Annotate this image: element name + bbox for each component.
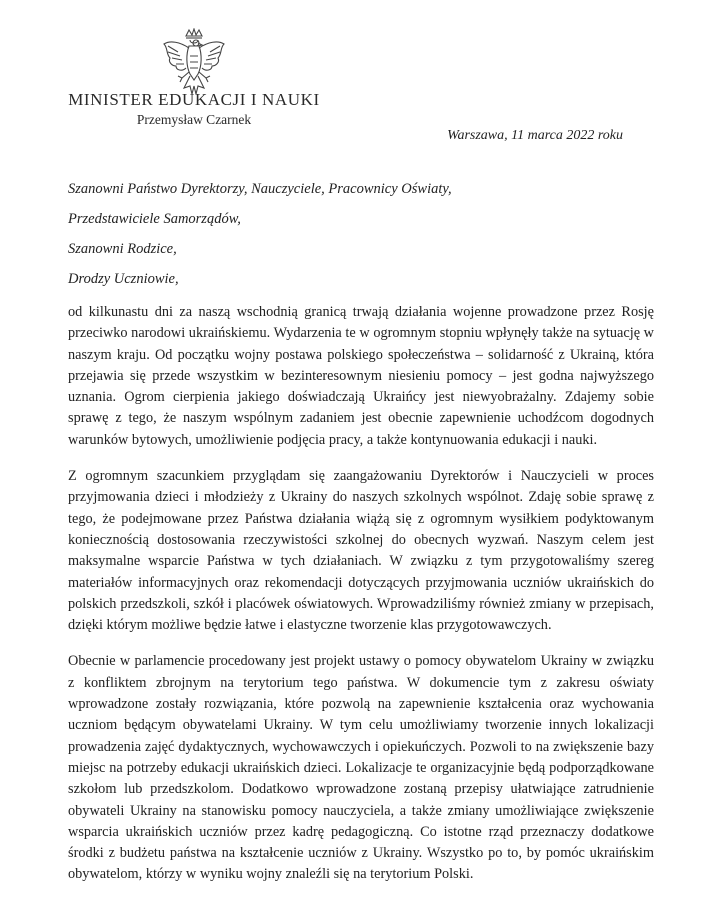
salutation-line: Przedstawiciele Samorządów, — [68, 211, 241, 227]
letter-body — [68, 302, 654, 901]
body-paragraph: od kilkunastu dni za naszą wschodnią granicą trwają działania wojenne prowadzone przez Rosję przeciwko narodowi ukraińskiemu. Wydarzenia te w ogromnym stopniu wpłynęły także na sytuację w naszym kraju. Od początku wojny postawa polskiego społeczeństwa – solidarność z Ukrainą, która przejawia się przede wszystkim w bezinteresownym niesieniu pomocy – jest godna najwyższego uznania. Ogrom cierpienia jakiego doświadczają Ukraińcy jest niewyobrażalny. Zdajemy sobie sprawę z tego, że naszym wspólnym zadaniem jest obecnie zapewnienie uchodźcom dogodnych warunków bytowych, umożliwienie podjęcia pracy, a także kontynuowania edukacji i nauki. — [68, 304, 654, 448]
letter-date: Warszawa, 11 marca 2022 roku — [447, 128, 623, 143]
salutation-line: Szanowni Rodzice, — [68, 241, 177, 257]
salutation-line: Szanowni Państwo Dyrektorzy, Nauczyciele, Pracownicy Oświaty, — [68, 181, 452, 197]
minister-name: Przemysław Czarnek — [136, 112, 252, 127]
salutation-line: Drodzy Uczniowie, — [68, 271, 179, 287]
body-paragraph: Obecnie w parlamencie procedowany jest projekt ustawy o pomocy obywatelom Ukrainy w związku z konfliktem zbrojnym na terytorium tego państwa. W dokumencie tym z zakresu oświaty wprowadzone zostały rozwiązania, które pozwolą na zapewnienie kształcenia oraz wychowania uczniom będącym obywatelami Ukrainy. W tym celu umożliwiamy tworzenie innych lokalizacji prowadzenia zajęć dydaktycznych, wychowawczych i opiekuńczych. Pozwoli to na zwiększenie bazy miejsc na potrzeby edukacji ukraińskich dzieci. Lokalizacje te organizacyjnie będą podporządkowane szkołom lub przedszkolom. Dodatkowo wprowadzone zostaną przepisy ułatwiające zatrudnienie obywateli Ukrainy na stanowisku pomocy nauczyciela, a także zmiany umożliwiające zwiększenie wsparcia ukraińskich uczniów przez kadrę pedagogiczną. Co istotne rząd przeznaczy dodatkowe środki z budżetu państwa na kształcenie uczniów z Ukrainy. Wszystko po to, by pomóc ukraińskim obywatelom, którzy w wyniku wojny znaleźli się na terytorium Polski. — [68, 653, 654, 883]
salutation-block — [68, 176, 658, 296]
body-paragraph: Z ogromnym szacunkiem przyglądam się zaangażowaniu Dyrektorów i Nauczycieli w proces przyjmowania dzieci i młodzieży z Ukrainy do naszych szkolnych wspólnot. Zdaję sobie sprawę z tego, że podejmowane przez Państwa działania wiążą się z ogromnym wysiłkiem podyktowanym koniecznością dostosowania rzeczywistości szkolnej do obecnych wyzwań. Naszym celem jest maksymalne wsparcie Państwa w tych działaniach. W związku z tym przygotowaliśmy szereg materiałów informacyjnych oraz rekomendacji dotyczących przyjmowania uczniów ukraińskich do polskich przedszkoli, szkół i placówek oświatowych. Wprowadziliśmy również zmiany w przepisach, dzięki którym możliwe będzie łatwe i elastyczne tworzenie klas przygotowawczych. — [68, 468, 654, 634]
minister-title: MINISTER EDUKACJI I NAUKI — [68, 90, 320, 109]
